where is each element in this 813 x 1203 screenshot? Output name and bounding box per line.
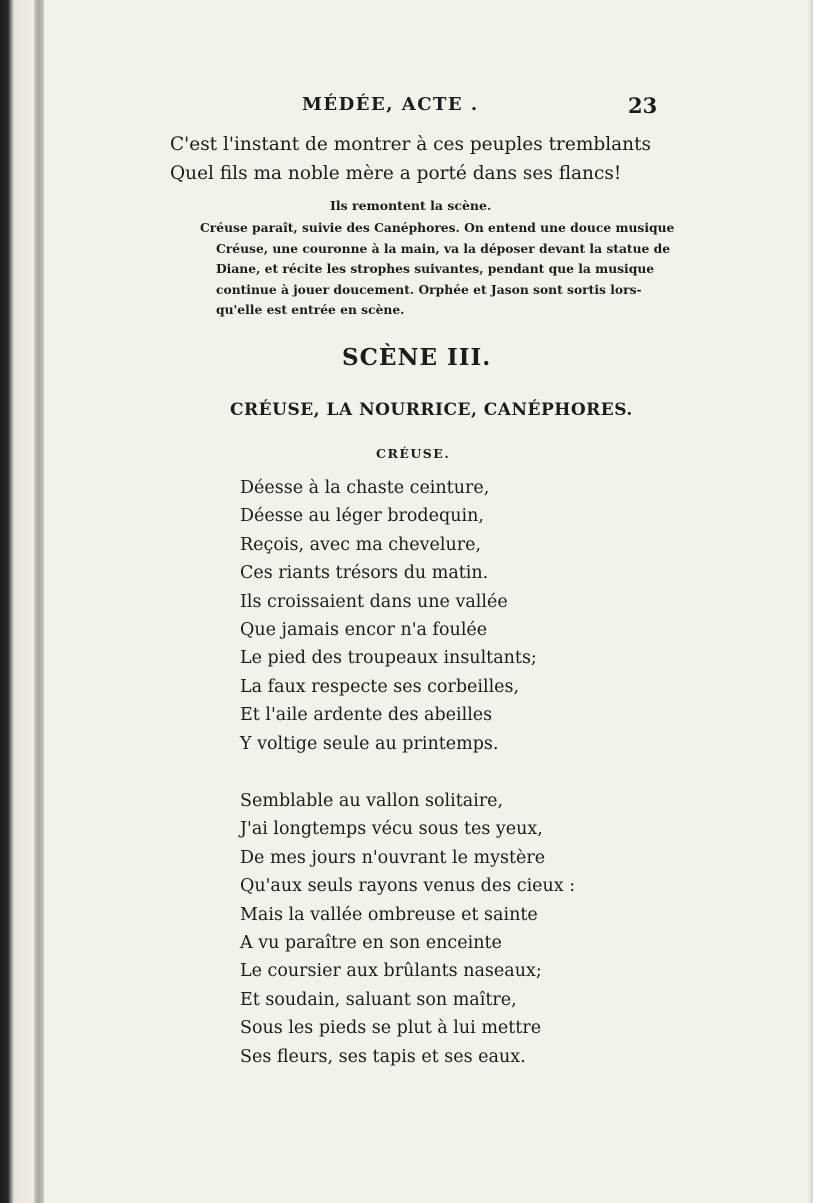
verse-line: Ces riants trésors du matin.	[240, 563, 489, 584]
book-page	[44, 0, 813, 1203]
stage-direction-line: Diane, et récite les strophes suivantes, pendant que la musique	[216, 261, 655, 276]
scene-title: SCÈNE III.	[342, 344, 492, 371]
stage-direction-line: Créuse paraît, suivie des Canéphores. On entend une douce musique	[200, 220, 675, 235]
verse-line: Sous les pieds se plut à lui mettre	[240, 1018, 542, 1039]
stage-direction-block	[200, 218, 675, 321]
scene-characters: CRÉUSE, LA NOURRICE, CANÉPHORES.	[230, 400, 633, 420]
verse-line: A vu paraître en son enceinte	[240, 933, 502, 954]
intro-verse	[170, 130, 651, 188]
stage-direction-line: continue à jouer doucement. Orphée et Jason sont sortis lors-	[216, 281, 642, 297]
verse-line: Et l'aile ardente des abeilles	[240, 705, 493, 726]
stanza-1	[240, 474, 537, 758]
verse-line: Mais la vallée ombreuse et sainte	[240, 904, 538, 925]
verse-line: Le pied des troupeaux insultants;	[240, 648, 537, 669]
verse-line: Et soudain, saluant son maître,	[240, 989, 517, 1010]
verse-line: Y voltige seule au printemps.	[240, 733, 499, 754]
verse-line: Reçois, avec ma chevelure,	[240, 534, 482, 555]
verse-line: Ils croissaient dans une vallée	[240, 591, 508, 612]
verse-line: Quel fils ma noble mère a porté dans ses flancs!	[170, 163, 622, 184]
verse-line: La faux respecte ses corbeilles,	[240, 676, 520, 697]
speaker-name: CRÉUSE.	[376, 446, 451, 461]
running-head	[44, 94, 813, 124]
verse-line: Déesse au léger brodequin,	[240, 506, 484, 527]
verse-line: Déesse à la chaste ceinture,	[240, 478, 490, 498]
stage-direction-short: Ils remontent la scène.	[330, 198, 492, 213]
verse-line: Semblable au vallon solitaire,	[240, 791, 504, 811]
stanza-2	[240, 787, 575, 1071]
verse-line: Que jamais encor n'a foulée	[240, 620, 488, 641]
verse-line: Le coursier aux brûlants naseaux;	[240, 961, 542, 982]
verse-line: J'ai longtemps vécu sous tes yeux,	[240, 819, 543, 840]
stage-direction-line: Créuse, une couronne à la main, va la déposer devant la statue de	[216, 240, 671, 256]
verse-line: De mes jours n'ouvrant le mystère	[240, 847, 546, 868]
verse-line: C'est l'instant de montrer à ces peuples tremblants	[170, 134, 652, 155]
page-number: 23	[628, 93, 658, 118]
running-title: MÉDÉE, ACTE .	[302, 94, 479, 115]
stage-direction-line: qu'elle est entrée en scène.	[216, 302, 405, 317]
verse-line: Ses fleurs, ses tapis et ses eaux.	[240, 1046, 526, 1067]
verse-line: Qu'aux seuls rayons venus des cieux :	[240, 876, 576, 897]
